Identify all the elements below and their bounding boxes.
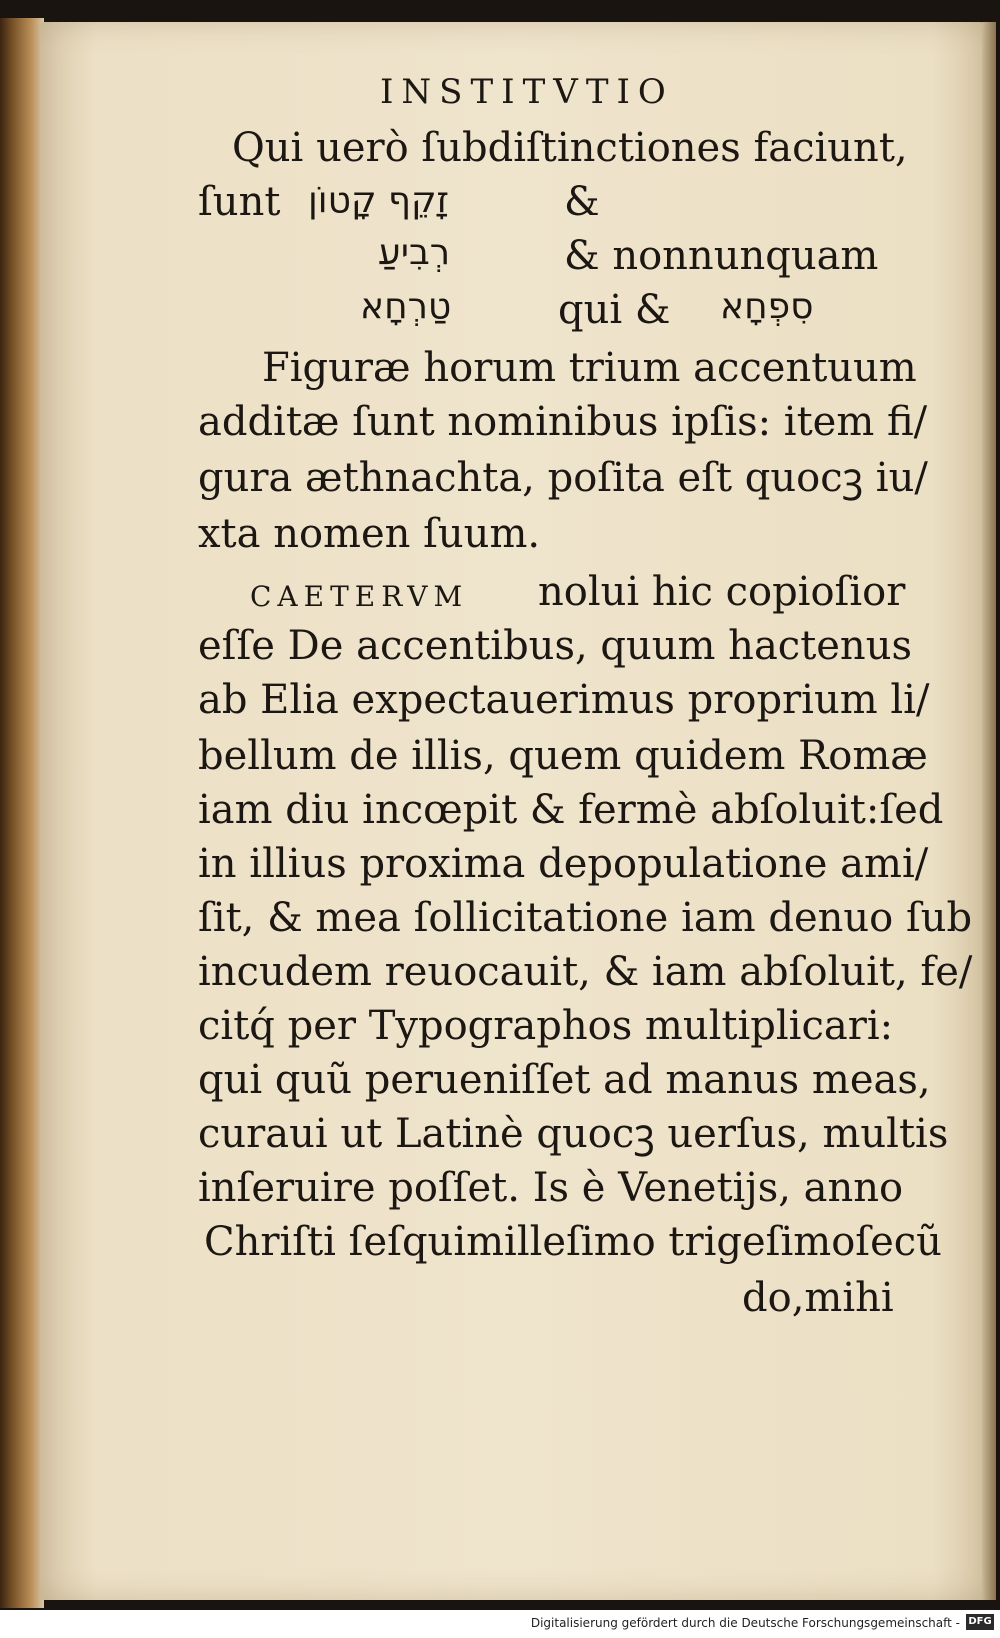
book-spine-edge (0, 18, 44, 1608)
text-line: ſit, & mea ſollicitatione iam denuo ſub (198, 895, 973, 941)
hebrew-word: רְבִיעַ (378, 232, 451, 273)
hebrew-word: טַרְחָא (360, 286, 452, 327)
hebrew-word: סִפְחָא (720, 286, 814, 327)
text-line: incudem reuocauit, & iam abſoluit, fe/ (198, 949, 973, 995)
text-line: bellum de illis, quem quidem Romæ (198, 733, 928, 779)
text-line: ab Elia expectauerimus proprium li/ (198, 677, 930, 723)
text-line-label: ſunt (198, 179, 281, 225)
text-line: iam diu incœpit & fermè abſoluit:ſed (198, 787, 944, 833)
text-line: additæ ſunt nominibus ipſis: item fi/ (198, 399, 928, 445)
text-line: eſſe De accentibus, quum hactenus (198, 623, 912, 669)
page-right-edge (982, 22, 996, 1600)
text-line: Qui uerò ſubdiſtinctiones faciunt, (232, 125, 908, 171)
text-line: citq́ per Typographos multiplicari: (198, 1003, 894, 1049)
small-caps-word: CAETERVM (250, 580, 469, 613)
running-head: INSTITVTIO (380, 72, 674, 112)
text-line: nolui hic copioſior (538, 569, 906, 615)
text-line: inſeruire poſſet. Is è Venetijs, anno (198, 1165, 904, 1211)
catchword-line: do,mihi (742, 1275, 894, 1321)
text-line-fragment: qui & (558, 287, 671, 333)
text-line: gura æthnachta, poſita eſt quocꝫ iu/ (198, 455, 928, 501)
text-line-fragment: & (564, 179, 600, 225)
text-line: xta nomen ſuum. (198, 511, 541, 557)
text-line-fragment: & nonnunquam (564, 233, 879, 279)
text-line: Chriſti ſeſquimilleſimo trigeſimoſecũ (204, 1219, 942, 1265)
text-line: curaui ut Latinè quocꝫ uerſus, multis (198, 1111, 949, 1157)
text-line: Figuræ horum trium accentuum (262, 345, 917, 391)
footer-credit: Digitalisierung gefördert durch die Deutsche Forschungsgemeinschaft - (530, 1616, 960, 1630)
dfg-logo: DFG (966, 1614, 994, 1630)
hebrew-word: זָקֵף קָטוֹן (308, 180, 449, 221)
text-line: in illius proxima depopulatione ami/ (198, 841, 929, 887)
text-line: qui quũ perueniſſet ad manus meas, (198, 1057, 931, 1103)
